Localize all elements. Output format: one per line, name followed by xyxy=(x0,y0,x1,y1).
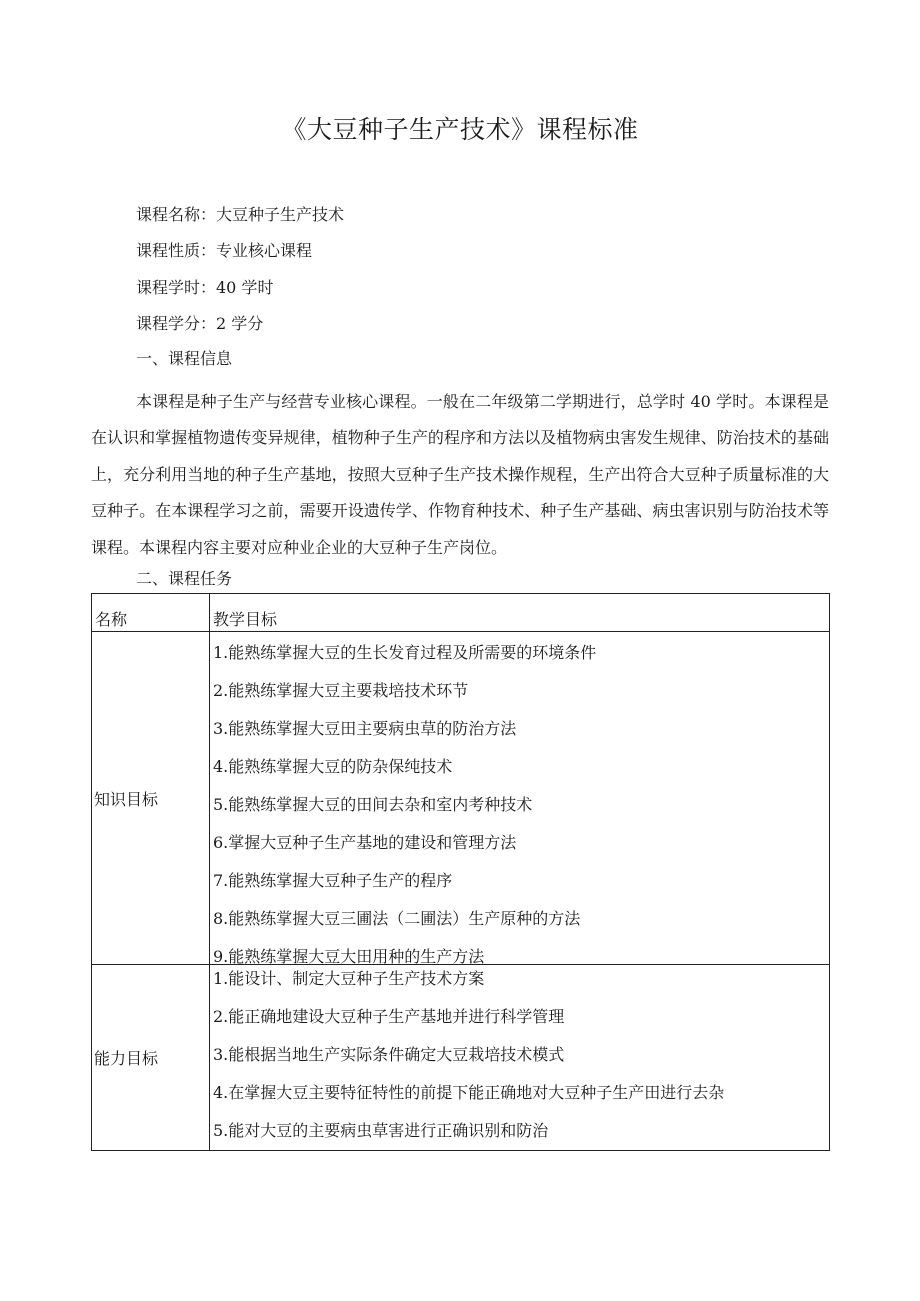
list-item: 2.能正确地建设大豆种子生产基地并进行科学管理 xyxy=(213,1007,565,1026)
header-name: 名称 xyxy=(92,594,210,632)
header-teaching-goals: 教学目标 xyxy=(210,594,830,632)
course-task-table xyxy=(91,593,830,1151)
ability-goals-row xyxy=(92,965,830,1151)
list-item: 1.能设计、制定大豆种子生产技术方案 xyxy=(213,969,485,988)
table-header-row xyxy=(92,594,830,632)
list-item: 2.能熟练掌握大豆主要栽培技术环节 xyxy=(213,681,469,700)
course-nature-line: 课程性质：专业核心课程 xyxy=(136,241,313,260)
knowledge-goals-cell xyxy=(210,632,830,965)
ability-goals-list xyxy=(213,968,829,1158)
course-info-paragraph: 本课程是种子生产与经营专业核心课程。一般在二年级第二学期进行，总学时 40 学时。本课程是在认识和掌握植物遗传变异规律，植物种子生产的程序和方法以及植物病虫害发生规律、防治技术的基础上，充分利用当地的种子生产基地，按照大豆种子生产技术操作规程，生产出符合大豆种子质量标准的大豆种子。在本课程学习之前，需要开设遗传学、作物育种技术、种子生产基础、病虫害识别与防治技术等课程。本课程内容主要对应种业企业的大豆种子生产岗位。 xyxy=(91,392,829,557)
list-item: 5.能熟练掌握大豆的田间去杂和室内考种技术 xyxy=(213,795,533,814)
list-item: 8.能熟练掌握大豆三圃法（二圃法）生产原种的方法 xyxy=(213,909,581,928)
ability-goals-cell xyxy=(210,965,830,1151)
section-course-info-heading: 一、课程信息 xyxy=(136,349,233,368)
list-item: 1.能熟练掌握大豆的生长发育过程及所需要的环境条件 xyxy=(213,643,597,662)
list-item: 3.能熟练掌握大豆田主要病虫草的防治方法 xyxy=(213,719,517,738)
list-item: 7.能熟练掌握大豆种子生产的程序 xyxy=(213,871,453,890)
list-item: 5.能对大豆的主要病虫草害进行正确识别和防治 xyxy=(213,1121,549,1140)
knowledge-goals-list xyxy=(213,642,829,984)
list-item: 3.能根据当地生产实际条件确定大豆栽培技术模式 xyxy=(213,1045,565,1064)
course-hours-line: 课程学时：40 学时 xyxy=(136,278,274,297)
ability-goals-label: 能力目标 xyxy=(92,965,210,1151)
knowledge-goals-row xyxy=(92,632,830,965)
section-course-tasks-heading: 二、课程任务 xyxy=(136,569,233,588)
course-name-line: 课程名称：大豆种子生产技术 xyxy=(136,205,345,224)
knowledge-goals-label: 知识目标 xyxy=(92,632,210,965)
course-credits-line: 课程学分：2 学分 xyxy=(136,314,264,333)
list-item: 6.掌握大豆种子生产基地的建设和管理方法 xyxy=(213,833,517,852)
list-item: 9.能熟练掌握大豆大田用种的生产方法 xyxy=(213,947,485,966)
document-title: 《大豆种子生产技术》课程标准 xyxy=(281,115,639,144)
list-item: 4.在掌握大豆主要特征特性的前提下能正确地对大豆种子生产田进行去杂 xyxy=(213,1083,725,1102)
list-item: 4.能熟练掌握大豆的防杂保纯技术 xyxy=(213,757,453,776)
